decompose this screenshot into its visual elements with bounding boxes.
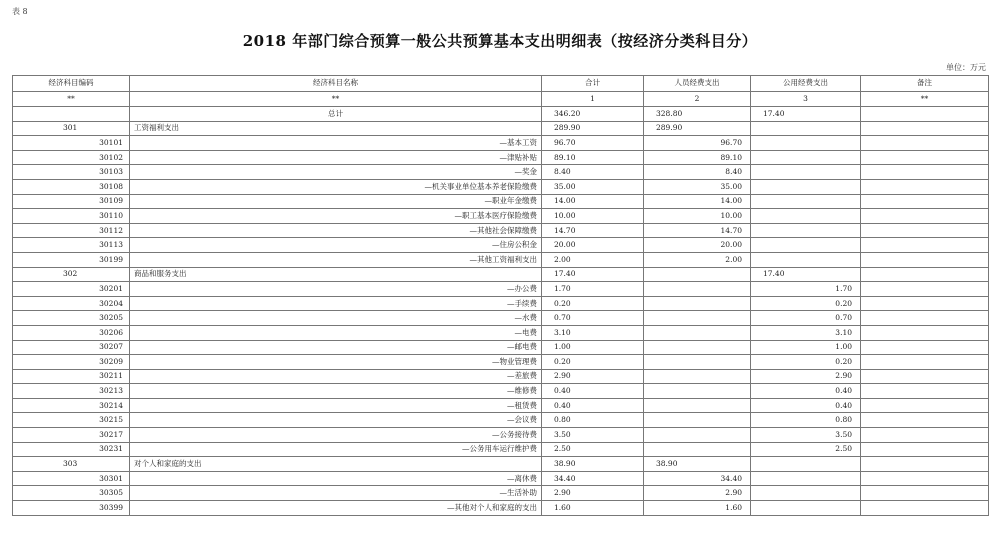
remark-cell: [861, 136, 989, 151]
name-cell: —其他对个人和家庭的支出: [130, 501, 542, 516]
public-cell: [751, 486, 861, 501]
name-cell: —机关事业单位基本养老保险缴费: [130, 179, 542, 194]
remark-cell: [861, 282, 989, 297]
personnel-cell: 89.10: [644, 150, 751, 165]
public-cell: [751, 501, 861, 516]
name-cell: —手续费: [130, 296, 542, 311]
total-cell: 2.50: [542, 442, 644, 457]
total-cell: 2.90: [542, 369, 644, 384]
public-cell: 2.50: [751, 442, 861, 457]
index-row: [13, 91, 989, 107]
name-cell: —津贴补贴: [130, 150, 542, 165]
personnel-cell: [644, 442, 751, 457]
remark-cell: [861, 413, 989, 428]
remark-cell: [861, 471, 989, 486]
table-row: [13, 194, 989, 209]
remark-cell: [861, 209, 989, 224]
code-cell: 301: [13, 121, 130, 136]
code-cell: 303: [13, 457, 130, 472]
remark-cell: [861, 369, 989, 384]
name-cell: —电费: [130, 325, 542, 340]
personnel-cell: 35.00: [644, 179, 751, 194]
remark-cell: [861, 442, 989, 457]
name-cell: —其他工资福利支出: [130, 252, 542, 267]
public-cell: 1.00: [751, 340, 861, 355]
public-cell: 17.40: [751, 267, 861, 282]
total-cell: 35.00: [542, 179, 644, 194]
public-cell: [751, 194, 861, 209]
remark-cell: [861, 428, 989, 443]
remark-cell: [861, 267, 989, 282]
name-cell: —住房公积金: [130, 238, 542, 253]
remark-cell: [861, 311, 989, 326]
remark-cell: [861, 340, 989, 355]
table-row: [13, 355, 989, 370]
name-cell: —公务用车运行维护费: [130, 442, 542, 457]
code-cell: 302: [13, 267, 130, 282]
table-row: [13, 238, 989, 253]
personnel-cell: [644, 340, 751, 355]
header-cell: 人员经费支出: [644, 76, 751, 92]
total-cell: 1.70: [542, 282, 644, 297]
header-cell: 经济科目编码: [13, 76, 130, 92]
total-cell: 38.90: [542, 457, 644, 472]
personnel-cell: [644, 325, 751, 340]
public-cell: 3.50: [751, 428, 861, 443]
code-cell: 30199: [13, 252, 130, 267]
public-cell: 0.40: [751, 384, 861, 399]
public-cell: 3.10: [751, 325, 861, 340]
public-cell: [751, 209, 861, 224]
remark-cell: [861, 355, 989, 370]
total-public: 17.40: [751, 107, 861, 122]
name-cell: —租赁费: [130, 398, 542, 413]
table-row: [13, 282, 989, 297]
code-cell: 30110: [13, 209, 130, 224]
personnel-cell: 1.60: [644, 501, 751, 516]
public-cell: [751, 150, 861, 165]
code-cell: 30201: [13, 282, 130, 297]
code-cell: 30102: [13, 150, 130, 165]
table-row: [13, 486, 989, 501]
personnel-cell: 34.40: [644, 471, 751, 486]
public-cell: [751, 457, 861, 472]
total-cell: 3.10: [542, 325, 644, 340]
public-cell: 0.20: [751, 355, 861, 370]
page-title: 2018 年部门综合预算一般公共预算基本支出明细表（按经济分类科目分）: [242, 32, 758, 50]
public-cell: [751, 471, 861, 486]
table-row: [13, 384, 989, 399]
total-cell: 34.40: [542, 471, 644, 486]
name-cell: —办公费: [130, 282, 542, 297]
personnel-cell: 14.70: [644, 223, 751, 238]
public-cell: [751, 252, 861, 267]
public-cell: [751, 165, 861, 180]
table-row: [13, 136, 989, 151]
table-row: [13, 398, 989, 413]
table-row: [13, 296, 989, 311]
table-row: [13, 413, 989, 428]
public-cell: 0.80: [751, 413, 861, 428]
table-row: [13, 501, 989, 516]
personnel-cell: 10.00: [644, 209, 751, 224]
table-row: [13, 209, 989, 224]
personnel-cell: [644, 311, 751, 326]
personnel-cell: [644, 428, 751, 443]
table-row: [13, 179, 989, 194]
personnel-cell: [644, 384, 751, 399]
table-row: [13, 471, 989, 486]
personnel-cell: [644, 355, 751, 370]
total-label: 总计: [130, 107, 542, 122]
code-cell: 30231: [13, 442, 130, 457]
total-cell: 0.20: [542, 355, 644, 370]
total-cell: 17.40: [542, 267, 644, 282]
remark-cell: [861, 223, 989, 238]
total-cell: 14.70: [542, 223, 644, 238]
header-cell: 经济科目名称: [130, 76, 542, 92]
remark-cell: [861, 325, 989, 340]
table-row: [13, 311, 989, 326]
public-cell: 2.90: [751, 369, 861, 384]
remark-cell: [861, 165, 989, 180]
total-cell: 0.20: [542, 296, 644, 311]
header-cell: 公用经费支出: [751, 76, 861, 92]
public-cell: 0.40: [751, 398, 861, 413]
index-cell: 2: [644, 91, 751, 107]
code-cell: 30113: [13, 238, 130, 253]
code-cell: 30112: [13, 223, 130, 238]
total-cell: 2.90: [542, 486, 644, 501]
table-row: [13, 267, 989, 282]
personnel-cell: [644, 398, 751, 413]
code-cell: 30205: [13, 311, 130, 326]
name-cell: 工资福利支出: [130, 121, 542, 136]
code-cell: 30305: [13, 486, 130, 501]
personnel-cell: 96.70: [644, 136, 751, 151]
total-cell: 289.90: [542, 121, 644, 136]
remark-cell: [861, 252, 989, 267]
table-row: [13, 223, 989, 238]
public-cell: [751, 223, 861, 238]
personnel-cell: [644, 296, 751, 311]
personnel-cell: 289.90: [644, 121, 751, 136]
name-cell: —邮电费: [130, 340, 542, 355]
name-cell: 商品和服务支出: [130, 267, 542, 282]
total-cell: 1.00: [542, 340, 644, 355]
personnel-cell: [644, 369, 751, 384]
total-cell: 0.40: [542, 384, 644, 399]
name-cell: —物业管理费: [130, 355, 542, 370]
personnel-cell: 2.90: [644, 486, 751, 501]
table-row: [13, 442, 989, 457]
name-cell: —奖金: [130, 165, 542, 180]
total-remark: [861, 107, 989, 122]
total-cell: 1.60: [542, 501, 644, 516]
code-cell: 30109: [13, 194, 130, 209]
table-row: [13, 428, 989, 443]
index-cell: **: [130, 91, 542, 107]
public-cell: 1.70: [751, 282, 861, 297]
public-cell: 0.70: [751, 311, 861, 326]
code-cell: 30206: [13, 325, 130, 340]
table-row: [13, 457, 989, 472]
code-cell: 30207: [13, 340, 130, 355]
header-cell: 合计: [542, 76, 644, 92]
public-cell: [751, 136, 861, 151]
total-cell: 0.40: [542, 398, 644, 413]
unit-label: 单位：万元: [946, 63, 986, 72]
remark-cell: [861, 486, 989, 501]
total-cell: 89.10: [542, 150, 644, 165]
total-cell: 10.00: [542, 209, 644, 224]
total-cell: 96.70: [542, 136, 644, 151]
table-row: [13, 165, 989, 180]
table-row: [13, 325, 989, 340]
name-cell: —职工基本医疗保险缴费: [130, 209, 542, 224]
total-cell: 20.00: [542, 238, 644, 253]
code-cell: 30209: [13, 355, 130, 370]
personnel-cell: 8.40: [644, 165, 751, 180]
code-cell: 30217: [13, 428, 130, 443]
personnel-cell: [644, 413, 751, 428]
name-cell: —基本工资: [130, 136, 542, 151]
remark-cell: [861, 238, 989, 253]
code-cell: 30213: [13, 384, 130, 399]
code-cell: 30214: [13, 398, 130, 413]
public-cell: 0.20: [751, 296, 861, 311]
remark-cell: [861, 501, 989, 516]
code-cell: 30204: [13, 296, 130, 311]
code-cell: 30108: [13, 179, 130, 194]
total-personnel: 328.80: [644, 107, 751, 122]
name-cell: —差旅费: [130, 369, 542, 384]
index-cell: **: [13, 91, 130, 107]
table-number: 表 8: [12, 7, 28, 16]
header-cell: 备注: [861, 76, 989, 92]
remark-cell: [861, 398, 989, 413]
remark-cell: [861, 384, 989, 399]
name-cell: —其他社会保障缴费: [130, 223, 542, 238]
remark-cell: [861, 457, 989, 472]
table-row: [13, 340, 989, 355]
index-cell: 1: [542, 91, 644, 107]
total-cell: 0.70: [542, 311, 644, 326]
remark-cell: [861, 150, 989, 165]
remark-cell: [861, 296, 989, 311]
personnel-cell: [644, 282, 751, 297]
table-row: [13, 252, 989, 267]
public-cell: [751, 121, 861, 136]
code-cell: 30399: [13, 501, 130, 516]
table-row: [13, 369, 989, 384]
name-cell: —维修费: [130, 384, 542, 399]
index-cell: **: [861, 91, 989, 107]
remark-cell: [861, 179, 989, 194]
total-cell: 0.80: [542, 413, 644, 428]
name-cell: —会议费: [130, 413, 542, 428]
name-cell: 对个人和家庭的支出: [130, 457, 542, 472]
header-row: [13, 76, 989, 92]
code-cell: 30215: [13, 413, 130, 428]
public-cell: [751, 179, 861, 194]
remark-cell: [861, 121, 989, 136]
total-cell: 14.00: [542, 194, 644, 209]
total-cell: 8.40: [542, 165, 644, 180]
personnel-cell: 20.00: [644, 238, 751, 253]
name-cell: —离休费: [130, 471, 542, 486]
total-row: [13, 107, 989, 122]
total-cell: 2.00: [542, 252, 644, 267]
public-cell: [751, 238, 861, 253]
code-cell: 30103: [13, 165, 130, 180]
remark-cell: [861, 194, 989, 209]
total-code-cell: [13, 107, 130, 122]
code-cell: 30301: [13, 471, 130, 486]
name-cell: —水费: [130, 311, 542, 326]
personnel-cell: 14.00: [644, 194, 751, 209]
personnel-cell: 38.90: [644, 457, 751, 472]
table-row: [13, 150, 989, 165]
code-cell: 30211: [13, 369, 130, 384]
expenditure-table: [12, 75, 989, 516]
index-cell: 3: [751, 91, 861, 107]
name-cell: —公务接待费: [130, 428, 542, 443]
code-cell: 30101: [13, 136, 130, 151]
name-cell: —职业年金缴费: [130, 194, 542, 209]
name-cell: —生活补助: [130, 486, 542, 501]
table-row: [13, 121, 989, 136]
personnel-cell: 2.00: [644, 252, 751, 267]
total-amount: 346.20: [542, 107, 644, 122]
total-cell: 3.50: [542, 428, 644, 443]
personnel-cell: [644, 267, 751, 282]
